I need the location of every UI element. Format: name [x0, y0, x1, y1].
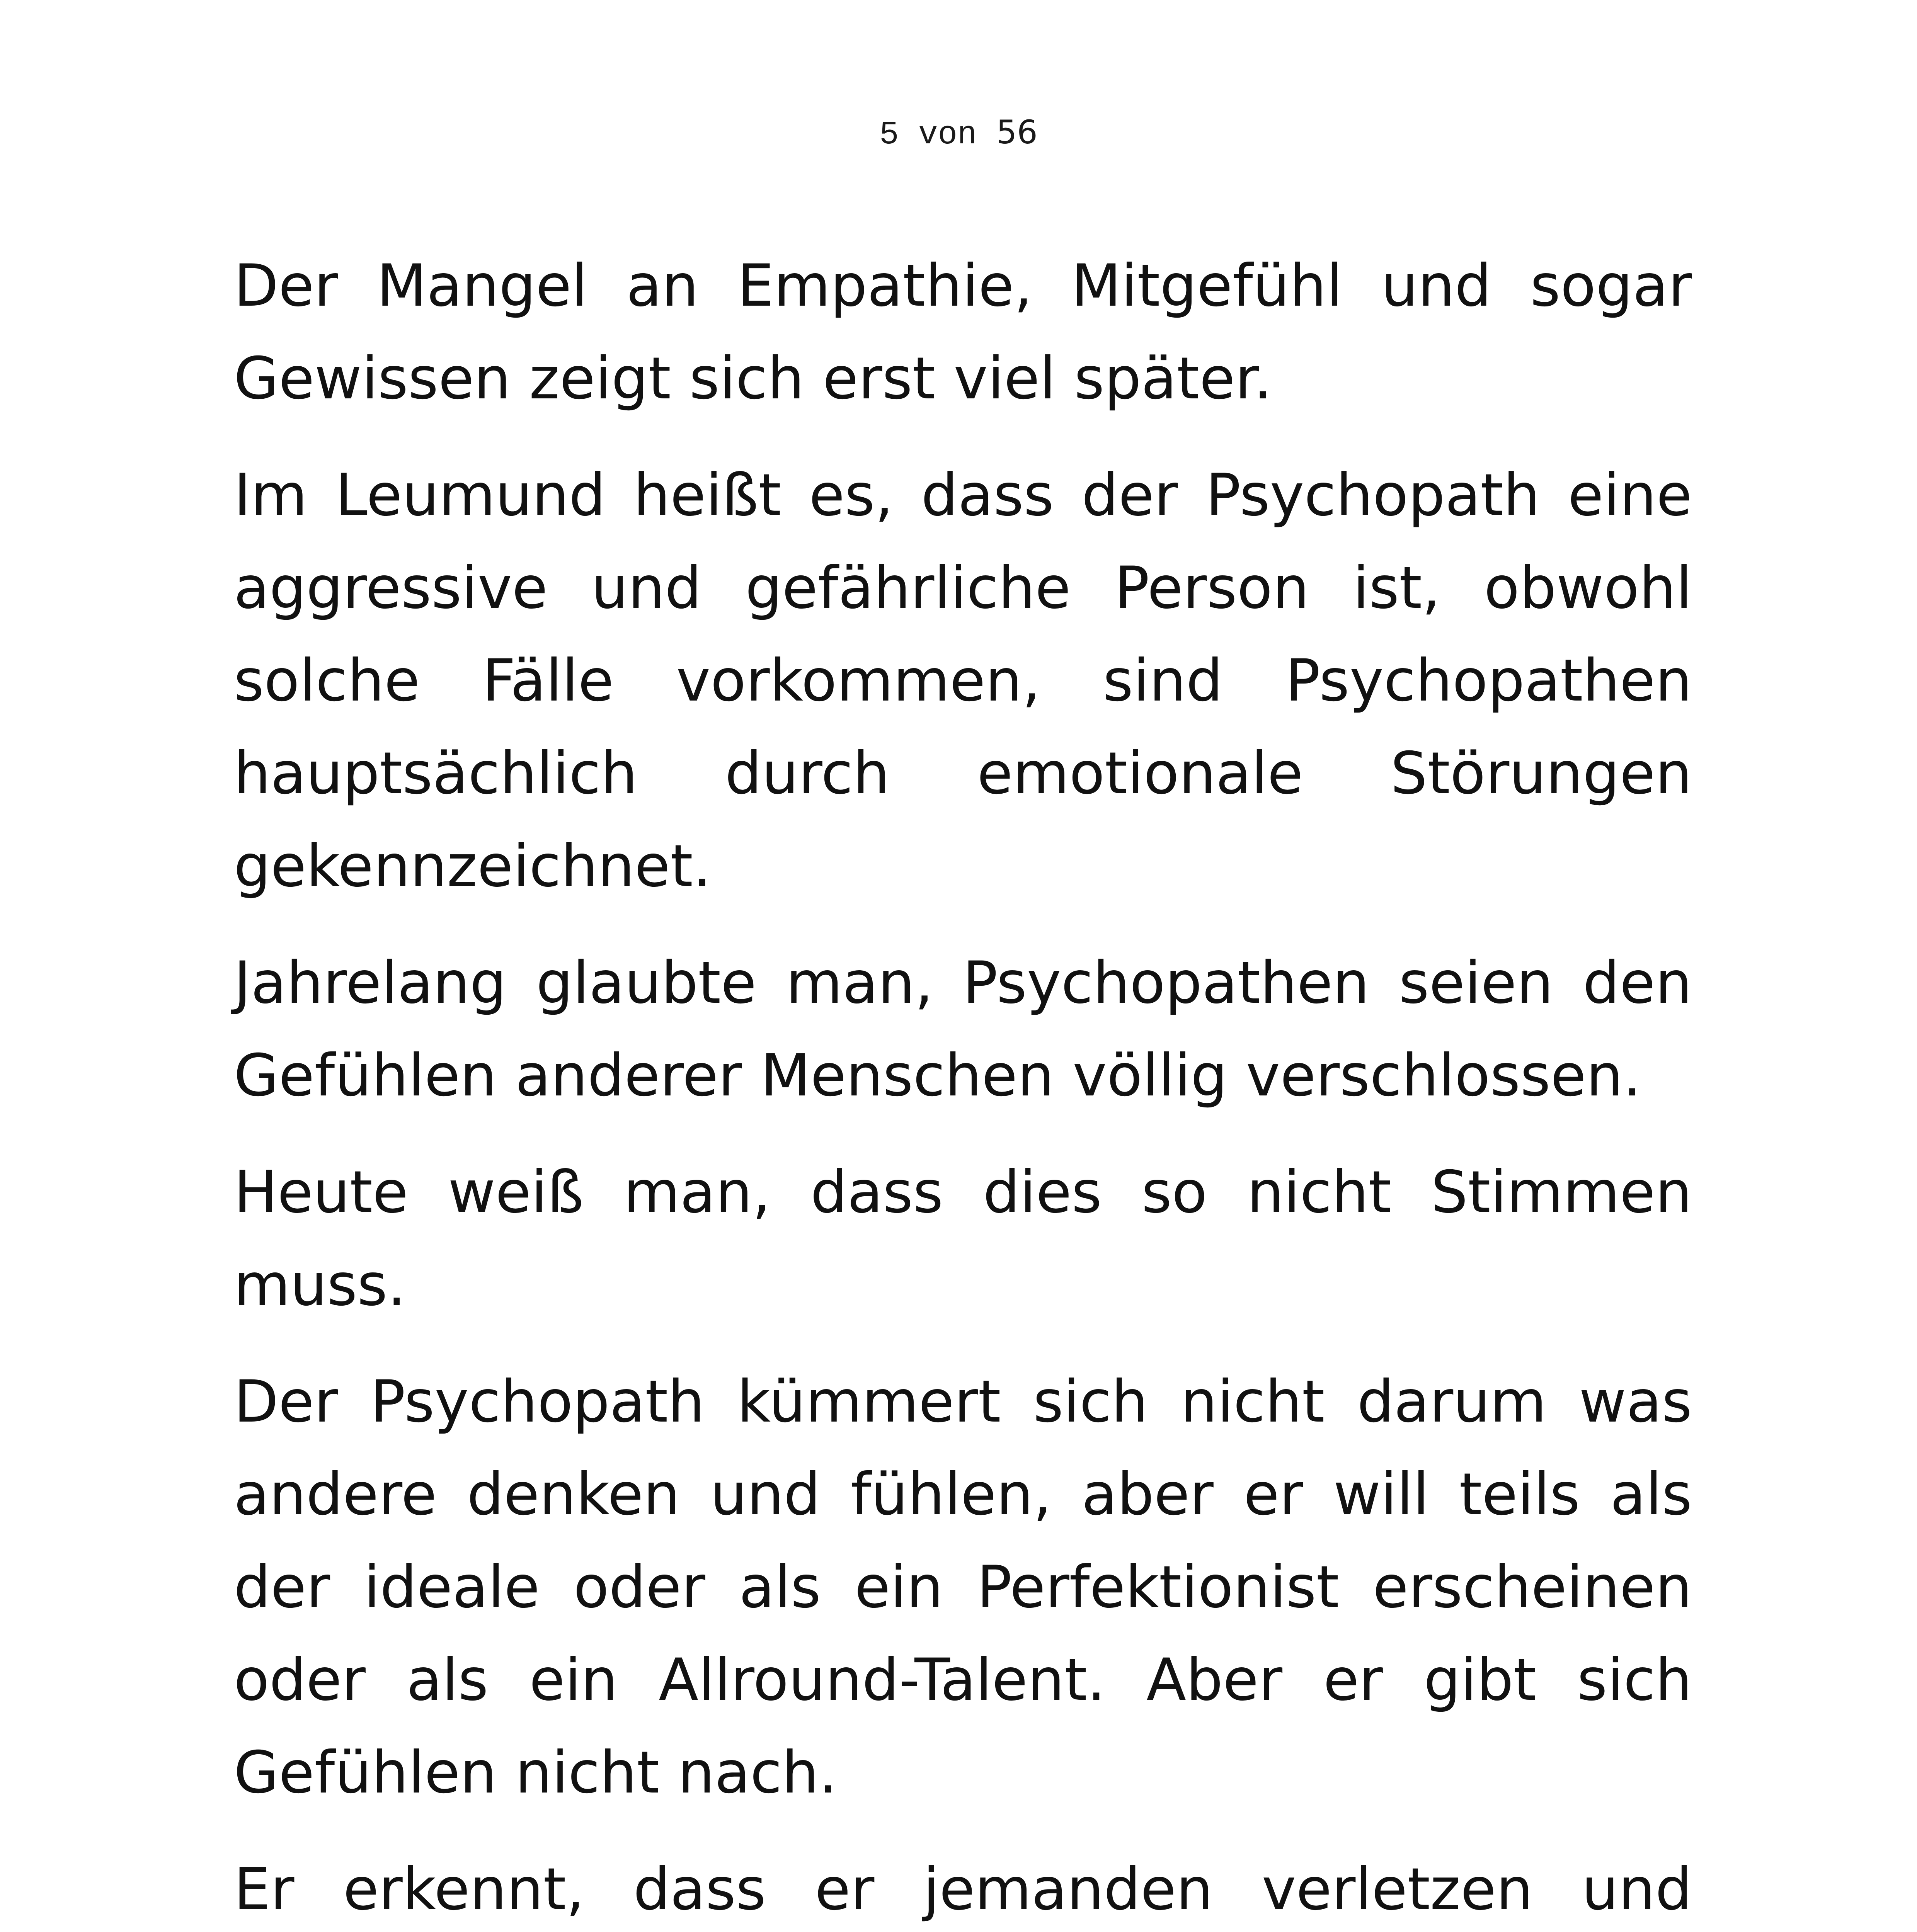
page-number-current: 5: [879, 117, 899, 153]
page-number: [0, 113, 1917, 153]
paragraph-5: Der Psychopath kümmert sich nicht darum was andere denken und fühlen, aber er will teils als der ideale oder als ein Perfektionist erscheinen oder als ein Allround-Talent. Aber er gibt sich Gefühlen nicht nach.: [234, 1368, 1692, 1806]
paragraph-1: Der Mangel an Empathie, Mitgefühl und sogar Gewissen zeigt sich erst viel später.: [234, 252, 1692, 412]
paragraph-3: Jahrelang glaubte man, Psychopathen seien den Gefühlen anderer Menschen völlig verschlossen.: [234, 949, 1692, 1109]
body-text: [234, 240, 1692, 1932]
page-number-total: 56: [996, 113, 1038, 151]
paragraph-2: Im Leumund heißt es, dass der Psychopath eine aggressive und gefährliche Person ist, obwohl solche Fälle vorkommen, sind Psychopathen hauptsächlich durch emotionale Störungen gekennzeichnet.: [234, 462, 1692, 900]
paragraph-4: Heute weiß man, dass dies so nicht Stimmen muss.: [234, 1159, 1692, 1319]
page-number-separator: von: [918, 117, 977, 153]
paragraph-6: Er erkennt, dass er jemanden verletzen und: [234, 1856, 1692, 1923]
